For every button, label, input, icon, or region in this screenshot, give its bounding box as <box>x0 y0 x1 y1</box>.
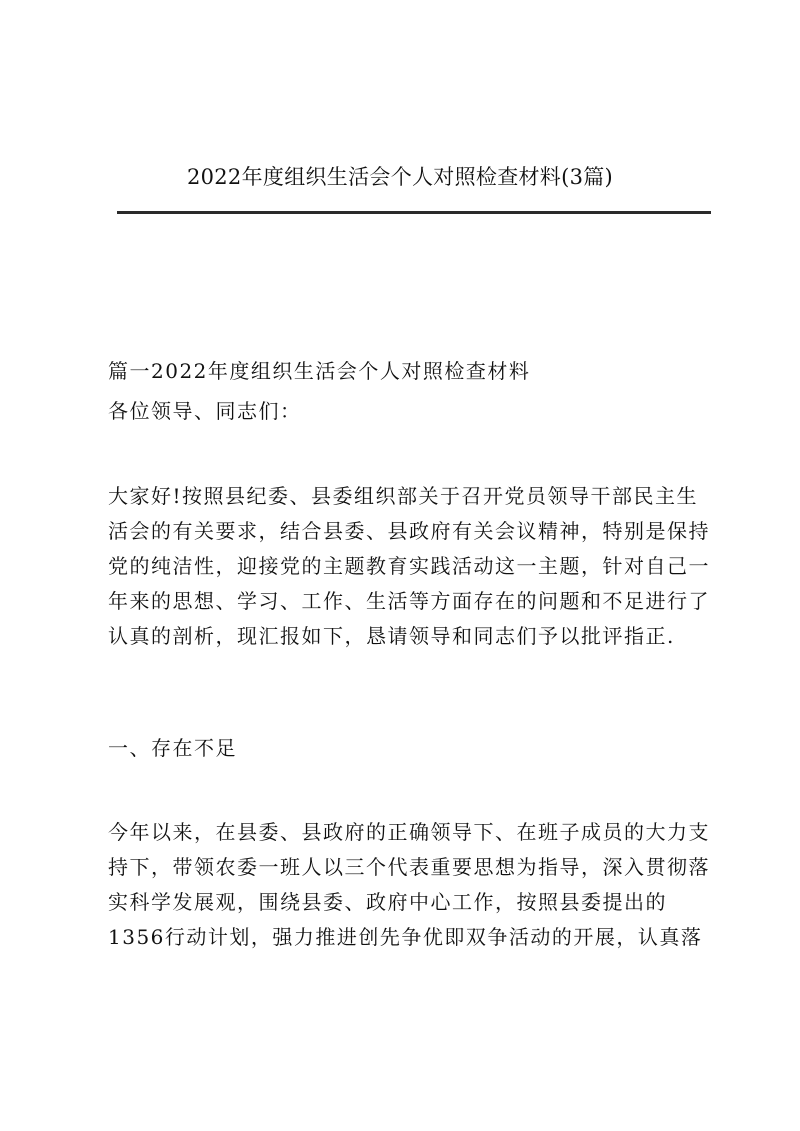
paragraph-section1 <box>108 815 708 955</box>
section-heading: 一、存在不足 <box>108 736 237 760</box>
paragraph-line: 实科学发展观，围绕县委、政府中心工作，按照县委提出的 <box>108 890 667 914</box>
paragraph-line: 党的纯洁性，迎接党的主题教育实践活动这一主题，针对自己一 <box>108 554 710 578</box>
article-title: 篇一2022年度组织生活会个人对照检查材料 <box>108 359 531 383</box>
paragraph-line: 1356行动计划，强力推进创先争优即双争活动的开展，认真落 <box>108 925 703 949</box>
document-title: 2022年度组织生活会个人对照检查材料(3篇) <box>186 165 614 189</box>
paragraph-line: 持下，带领农委一班人以三个代表重要思想为指导，深入贯彻落 <box>108 855 710 879</box>
greeting-line: 各位领导、同志们： <box>108 399 302 423</box>
paragraph-line: 大家好!按照县纪委、县委组织部关于召开党员领导干部民主生 <box>108 484 699 508</box>
paragraph-line: 认真的剖析，现汇报如下，恳请领导和同志们予以批评指正. <box>108 624 675 648</box>
title-underline-rule <box>117 211 711 214</box>
paragraph-line: 年来的思想、学习、工作、生活等方面存在的问题和不足进行了 <box>108 589 710 613</box>
paragraph-intro <box>108 479 708 654</box>
paragraph-line: 今年以来，在县委、县政府的正确领导下、在班子成员的大力支 <box>108 820 710 844</box>
paragraph-line: 活会的有关要求，结合县委、县政府有关会议精神，特别是保持 <box>108 519 710 543</box>
